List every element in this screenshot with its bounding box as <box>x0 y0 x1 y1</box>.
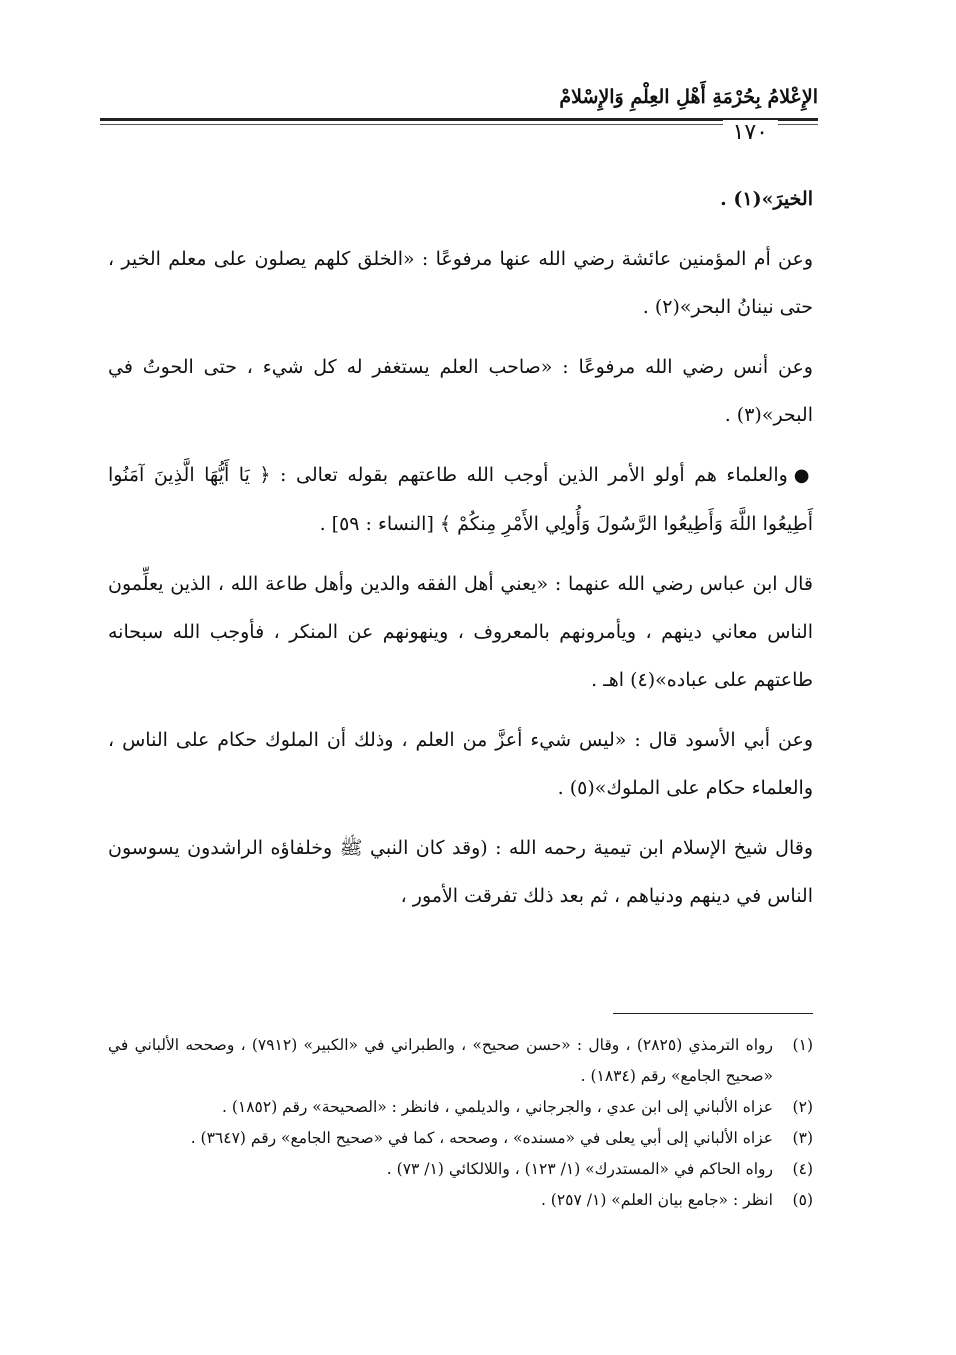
paragraph: الخيرَ»(١) . <box>720 188 813 210</box>
paragraph-text: والعلماء هم أولو الأمر الذين أوجب الله طاعتهم بقوله تعالى : ﴿ يَا أَيُّهَا الَّذِينَ آمَنُوا أَطِيعُوا اللَّهَ وَأَطِيعُوا الرَّسُولَ وَأُولِي الأَمْرِ مِنكُمْ ﴾ [النساء : ٥٩] . <box>108 464 813 535</box>
footnote <box>108 1030 813 1092</box>
footnote-text: عزاه الألباني إلى ابن عدي ، والجرجاني ، والديلمي ، فانظر : «الصحيحة» رقم (١٨٥٢) . <box>221 1098 773 1116</box>
paragraph: وعن أم المؤمنين عائشة رضي الله عنها مرفوعًا : «الخلق كلهم يصلون على معلم الخير ، حتى نينانُ البحر»(٢) . <box>108 248 813 318</box>
footnote <box>108 1123 813 1154</box>
footnote-number: (١) <box>792 1036 813 1054</box>
footnote-text: رواه الترمذي (٢٨٢٥) ، وقال : «حسن صحيح» ، والطبراني في «الكبير» (٧٩١٢) ، وصححه الألباني في «صحيح الجامع» رقم (١٨٣٤) . <box>108 1036 773 1085</box>
paragraph-bulleted <box>108 451 813 548</box>
footnote-text: عزاه الألباني إلى أبي يعلى في «مسنده» ، وصححه ، كما في «صحيح الجامع» رقم (٣٦٤٧) . <box>190 1129 773 1147</box>
footnote-divider <box>613 1013 813 1014</box>
footnote-number: (٣) <box>792 1129 813 1147</box>
page-number: ١٧٠ <box>723 120 778 145</box>
paragraph: وقال شيخ الإسلام ابن تيمية رحمه الله : (وقد كان النبي ﷺ وخلفاؤه الراشدون يسوسون الناس في دينهم ودنياهم ، ثم بعد ذلك تفرقت الأمور ، <box>108 837 813 907</box>
footnotes <box>108 1030 813 1216</box>
book-title: الإِعْلامُ بِحُرْمَةِ أَهْلِ العِلْمِ وَالإِسْلامْ <box>559 86 818 108</box>
footnote-number: (٢) <box>792 1098 813 1116</box>
footnote <box>108 1092 813 1123</box>
bullet-icon: ● <box>793 465 813 486</box>
footnote <box>108 1185 813 1216</box>
paragraph: قال ابن عباس رضي الله عنهما : «يعني أهل الفقه والدين وأهل طاعة الله ، الذين يعلِّمون الناس معاني دينهم ، ويأمرونهم بالمعروف ، وينهونهم عن المنكر ، فأوجب الله سبحانه طاعتهم على عباده»(٤) اهـ . <box>108 573 813 691</box>
footnote-number: (٤) <box>792 1160 813 1178</box>
paragraph: وعن أبي الأسود قال : «ليس شيء أعزَّ من العلم ، وذلك أن الملوك حكام على الناس ، والعلماء حكام على الملوك»(٥) . <box>108 729 813 799</box>
page-header <box>100 80 818 150</box>
footnote-text: رواه الحاكم في «المستدرك» (١/ ١٢٣) ، واللالكائي (١/ ٧٣) . <box>386 1160 773 1178</box>
paragraph: وعن أنس رضي الله مرفوعًا : «صاحب العلم يستغفر له كل شيء ، حتى الحوتُ في البحر»(٣) . <box>108 356 813 426</box>
footnote <box>108 1154 813 1185</box>
footnote-number: (٥) <box>792 1191 813 1209</box>
header-rule-thin <box>100 124 818 125</box>
header-rule-thick <box>100 118 818 121</box>
footnote-text: انظر : «جامع بيان العلم» (١/ ٢٥٧) . <box>540 1191 773 1209</box>
body-text <box>108 175 813 932</box>
